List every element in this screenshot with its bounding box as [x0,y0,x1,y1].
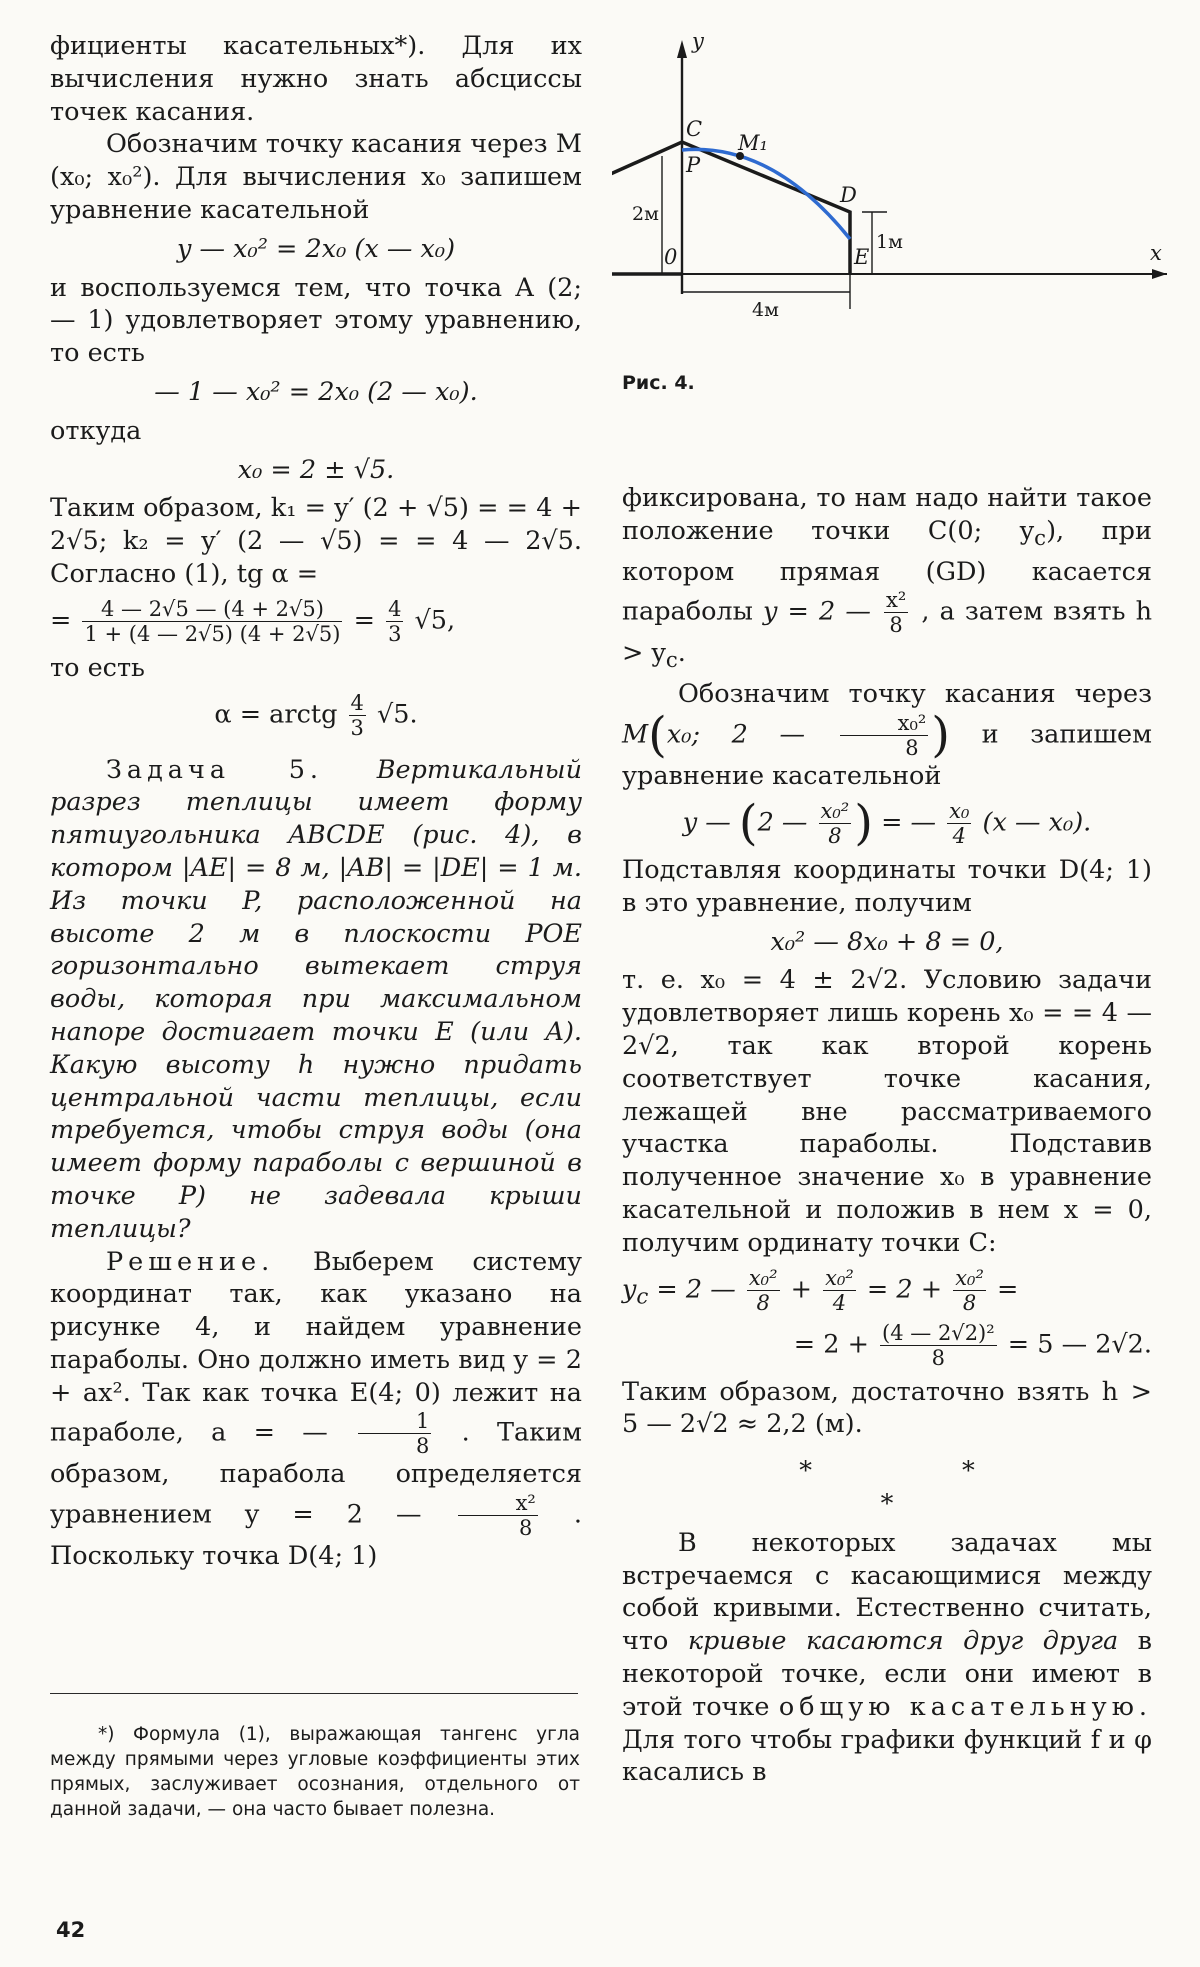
subscript: c [665,648,678,674]
equation-tangent: y — (2 — $\frac{\text{x₀²}}{8}$ ) = — $\frac{\text{x₀}}{4}$ (x — x₀). [682,795,1092,852]
paragraph: Обозначим точку касания через M(x₀; 2 — $\frac{\text{x₀²}}{8}$ ) и запишем уравнение касательной [622,679,1152,792]
equation-part: = 2 — [656,1274,736,1305]
paragraph: Подставляя координаты точки D(4; 1) в это уравнение, получим [622,854,1152,918]
figure-caption: Рис. 4. [622,372,695,394]
fraction-numerator: 4 [350,690,364,715]
paragraph: Таким образом, k₁ = y′ (2 + √5) = = 4 + 2√5; k₂ = y′ (2 — √5) = = 4 — 2√5. Согласно (1), tg α = [50,493,582,589]
solution-text: . Таким образом, парабола определяется уравнением y = 2 — [50,1417,583,1530]
subscript: c [636,1284,649,1310]
label-e: E [854,245,870,269]
equation-fraction [50,691,582,740]
equation-yc-2 [622,1321,1152,1370]
fraction-numerator: x₀² [955,1265,984,1290]
equation-part: α = arctg [214,699,338,730]
label-y-axis: y [692,29,704,53]
fraction [82,597,342,646]
star-glyph: * [962,1456,975,1487]
left-column [50,30,582,1573]
paragraph: и воспользуемся тем, что точка A (2; — 1) удовлетворяет этому уравнению, то есть [50,272,582,369]
equation-part: = [50,605,72,636]
fraction-denominator: 8 [828,823,842,848]
equation-part: 2 — [757,807,808,838]
fraction [840,711,929,760]
equation-part: √5, [414,605,456,636]
equation-part: = [997,1274,1019,1305]
section-separator [622,1455,1152,1521]
fraction-numerator: x₀² [820,798,850,823]
equation: x₀ = 2 ± √5. [237,454,395,485]
equation-part: (x — x₀). [982,807,1092,838]
fraction [884,588,908,637]
fraction [819,799,852,848]
text-run-spaced: общую касательную. [778,1691,1152,1722]
fraction-denominator: 4 [832,1290,847,1315]
fraction-numerator: x² [885,588,907,613]
solution-text: . Поскольку точка D(4; 1) [50,1499,583,1572]
equation: — 1 — x₀² = 2x₀ (2 — x₀). [154,376,478,407]
fraction-denominator: 8 [519,1516,533,1541]
footnote-text: *) Формула (1), выражающая тангенс угла между прямыми через угловые коэффициенты этих прямых, заслуживает осознания, отдельного от данной задачи, — она часто бывает полезна. [50,1724,580,1820]
fraction-denominator: 4 [952,823,966,848]
footnote [50,1722,580,1822]
fraction [358,1409,431,1458]
text-run: . [677,638,686,669]
fraction-numerator: 4 — 2√5 — (4 + 2√5) [82,597,342,622]
equation-part: √5. [377,699,418,730]
text-run: в некоторой точке, если они имеют в этой точке [622,1626,1153,1722]
fraction-denominator: 8 [416,1434,430,1459]
paragraph: т. е. x₀ = 4 ± 2√2. Условию задачи удовлетворяет лишь корень x₀ = = 4 — 2√2, так как второй корень соответствует точке касания, лежащей вне рассматриваемого участка параболы. Подставив полученное значение x₀ в уравнение касательной и положив в нем x = 0, получим ординату точки C: [622,965,1152,1258]
fraction-numerator: x₀ [949,798,970,823]
task-label: Задача 5. [106,754,324,785]
solution-label: Решение. [106,1246,275,1277]
equation: x₀² — 8x₀ + 8 = 0, [770,926,1004,957]
task-text: Вертикальный разрез теплицы имеет форму пятиугольника ABCDE (рис. 4), в котором |AE| = 8 м, |AB| = |DE| = 1 м. Из точки P, расположенной на высоте 2 м в плоскости POE горизонтально вытекает струя воды, которая при максимальном напоре достигает точки E (или A). Какую высоту h нужно придать центральной части теплицы, если требуется, чтобы струя воды (она имеет форму параболы с вершиной в точке P) не задевала крыши теплицы? [50,754,582,1244]
equation-part: = 2 + [793,1329,869,1360]
fraction-numerator: x² [458,1491,538,1516]
fraction [947,799,971,848]
equation: y — x₀² = 2x₀ (x — x₀) [176,233,456,264]
page-number: 42 [56,1918,86,1942]
text-run: y = 2 — [763,596,871,627]
task-paragraph [50,754,582,1246]
fraction-denominator: 3 [350,715,364,740]
fraction-numerator: x₀² [748,1265,778,1290]
fraction [953,1266,986,1315]
fraction [880,1321,997,1370]
figure-4 [612,24,1172,384]
fraction-denominator: 8 [756,1290,770,1315]
equation-part: = — [881,807,937,838]
subscript: c [1034,525,1047,551]
label-d: D [840,183,857,207]
label-x-axis: x [1150,241,1162,265]
text-run: фиксирована, то нам надо найти такое положение точки C(0; y [622,483,1152,546]
right-column [622,482,1152,1789]
paragraph: то есть [50,652,145,683]
fraction-numerator: 4 [388,596,402,621]
equation-part: = 2 + [866,1274,943,1305]
paragraph: фициенты касательных*). Для их вычисления нужно знать абсциссы точек касания. [50,31,582,127]
fraction-denominator: 8 [962,1290,977,1315]
label-4m: 4м [752,299,779,321]
equation-part: y [622,1274,637,1305]
label-c: C [686,117,703,141]
fraction-numerator: 1 [358,1409,431,1434]
fraction [747,1266,780,1315]
footnote-rule [50,1693,578,1694]
label-o: 0 [664,245,678,269]
fraction [349,691,366,740]
solution-paragraph [50,1246,582,1574]
paragraph [622,1527,1152,1789]
fraction-denominator: 1 + (4 — 2√5) (4 + 2√5) [84,621,341,646]
solution-text: Выберем систему координат так, как указано на рисунке 4, и найдем уравнение параболы. Оно должно иметь вид y = 2 + ax². Так как точка E(4; 0) лежит на параболе, a = — [50,1246,582,1448]
fraction-denominator: 8 [905,736,919,761]
equation-part: = [353,605,375,636]
equation-part: y — [682,807,731,838]
equation-part: = 5 — 2√2. [1007,1329,1152,1360]
text-run: M [622,719,649,750]
text-run: , а затем взять h > y [622,596,1152,669]
fraction-numerator: x₀² [825,1265,854,1290]
paragraph: Таким образом, достаточно взять h > 5 — 2√2 ≈ 2,2 (м). [622,1376,1152,1440]
label-m1: M₁ [738,131,768,155]
label-p: P [686,153,701,177]
equation-yc [622,1266,1152,1315]
text-run: Обозначим точку касания через [678,679,1152,710]
star-glyph: * [880,1488,894,1519]
text-run: и запишем уравнение касательной [622,719,1152,792]
fraction [823,1266,856,1315]
fraction-denominator: 8 [931,1345,946,1370]
fraction [458,1491,538,1540]
text-run: ), при котором прямая (GD) касается параболы [622,515,1152,627]
greenhouse-left-part [612,24,1172,384]
text-run: Для того чтобы графики функций f и φ касались в [622,1724,1152,1788]
fraction-denominator: 8 [889,613,903,638]
label-1m: 1м [876,231,903,253]
fraction [386,597,403,646]
text-run-italic: кривые касаются друг друга [687,1626,1119,1657]
paragraph: откуда [50,415,142,446]
fraction-numerator: x₀² [840,711,929,736]
equation-part: + [790,1274,813,1305]
text-run: В некоторых задачах мы встречаемся с касающимися между собой кривыми. Естественно считать, что [622,1527,1152,1657]
paragraph: Обозначим точку касания через M (x₀; x₀²). Для вычисления x₀ запишем уравнение касательной [50,129,582,225]
equation-fraction [50,597,582,646]
label-2m: 2м [632,203,659,225]
star-glyph: * [799,1456,812,1487]
text-run: x₀; 2 — [666,719,805,750]
paragraph [622,482,1152,678]
fraction-denominator: 3 [388,621,402,646]
fraction-numerator: (4 — 2√2)² [882,1320,995,1345]
